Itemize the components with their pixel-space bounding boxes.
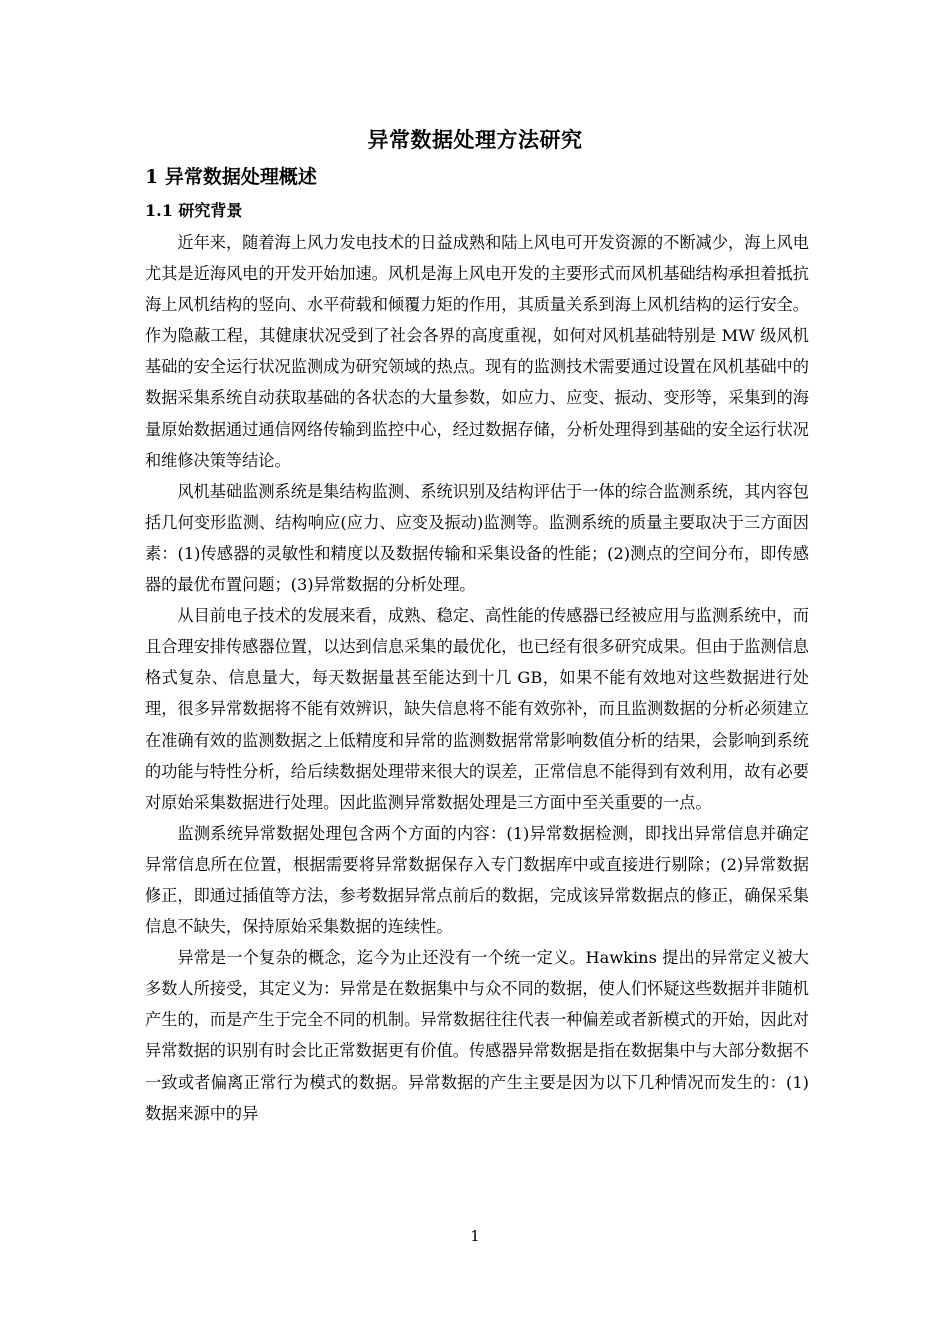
document-title: 异常数据处理方法研究 bbox=[367, 127, 583, 152]
paragraph-monitoring-system: 风机基础监测系统是集结构监测、系统识别及结构评估于一体的综合监测系统，其内容包括几何变形监测、结构响应(应力、应变及振动)监测等。监测系统的质量主要取决于三方面因素：(1)传感器的灵敏性和精度以及数据传输和采集设备的性能；(2)测点的空间分布，即传感器的最优布置问题；(3)异常数据的分析处理。 bbox=[145, 481, 809, 595]
body-text bbox=[145, 227, 809, 1129]
paragraph-background: 近年来，随着海上风力发电技术的日益成熟和陆上风电可开发资源的不断减少，海上风电尤其是近海风电的开发开始加速。风机是海上风电开发的主要形式而风机基础结构承担着抵抗海上风机结构的竖向、水平荷载和倾覆力矩的作用，其质量关系到海上风机结构的运行安全。作为隐蔽工程，其健康状况受到了社会各界的高度重视，如何对风机基础特别是 MW 级风机基础的安全运行状况监测成为研究领域的热点。现有的监测技术需要通过设置在风机基础中的数据采集系统自动获取基础的各状态的大量参数，如应力、应变、振动、变形等，采集到的海量原始数据通过通信网络传输到监控中心，经过数据存储，分析处理得到基础的安全运行状况和维修决策等结论。 bbox=[145, 233, 809, 470]
paragraph-anomaly-definition: 异常是一个复杂的概念，迄今为止还没有一个统一定义。Hawkins 提出的异常定义被大多数人所接受，其定义为：异常是在数据集中与众不同的数据，使人们怀疑这些数据并非随机产生的，而是产生于完全不同的机制。异常数据往往代表一种偏差或者新模式的开始，因此对异常数据的识别有时会比正常数据更有价值。传感器异常数据是指在数据集中与大部分数据不一致或者偏离正常行为模式的数据。异常数据的产生主要是因为以下几种情况而发生的：(1)数据来源中的异 bbox=[145, 948, 809, 1123]
page-number: 1 bbox=[470, 1227, 480, 1245]
subsection-heading: 1.1 研究背景 bbox=[145, 201, 243, 220]
paragraph-processing-content: 监测系统异常数据处理包含两个方面的内容：(1)异常数据检测，即找出异常信息并确定异常信息所在位置，根据需要将异常数据保存入专门数据库中或直接进行剔除；(2)异常数据修正，即通过插值等方法，参考数据异常点前后的数据，完成该异常数据点的修正，确保采集信息不缺失，保持原始采集数据的连续性。 bbox=[145, 823, 809, 937]
paragraph-electronics: 从目前电子技术的发展来看，成熟、稳定、高性能的传感器已经被应用与监测系统中，而且合理安排传感器位置，以达到信息采集的最优化，也已经有很多研究成果。但由于监测信息格式复杂、信息量大，每天数据量甚至能达到十几 GB，如果不能有效地对这些数据进行处理，很多异常数据将不能有效辨识，缺失信息将不能有效弥补，而且监测数据的分析必须建立在准确有效的监测数据之上低精度和异常的监测数据常常影响数值分析的结果，会影响到系统的功能与特性分析，给后续数据处理带来很大的误差，正常信息不能得到有效利用，故有必要对原始采集数据进行处理。因此监测异常数据处理是三方面中至关重要的一点。 bbox=[145, 606, 809, 812]
section-heading: 1 异常数据处理概述 bbox=[145, 166, 317, 188]
